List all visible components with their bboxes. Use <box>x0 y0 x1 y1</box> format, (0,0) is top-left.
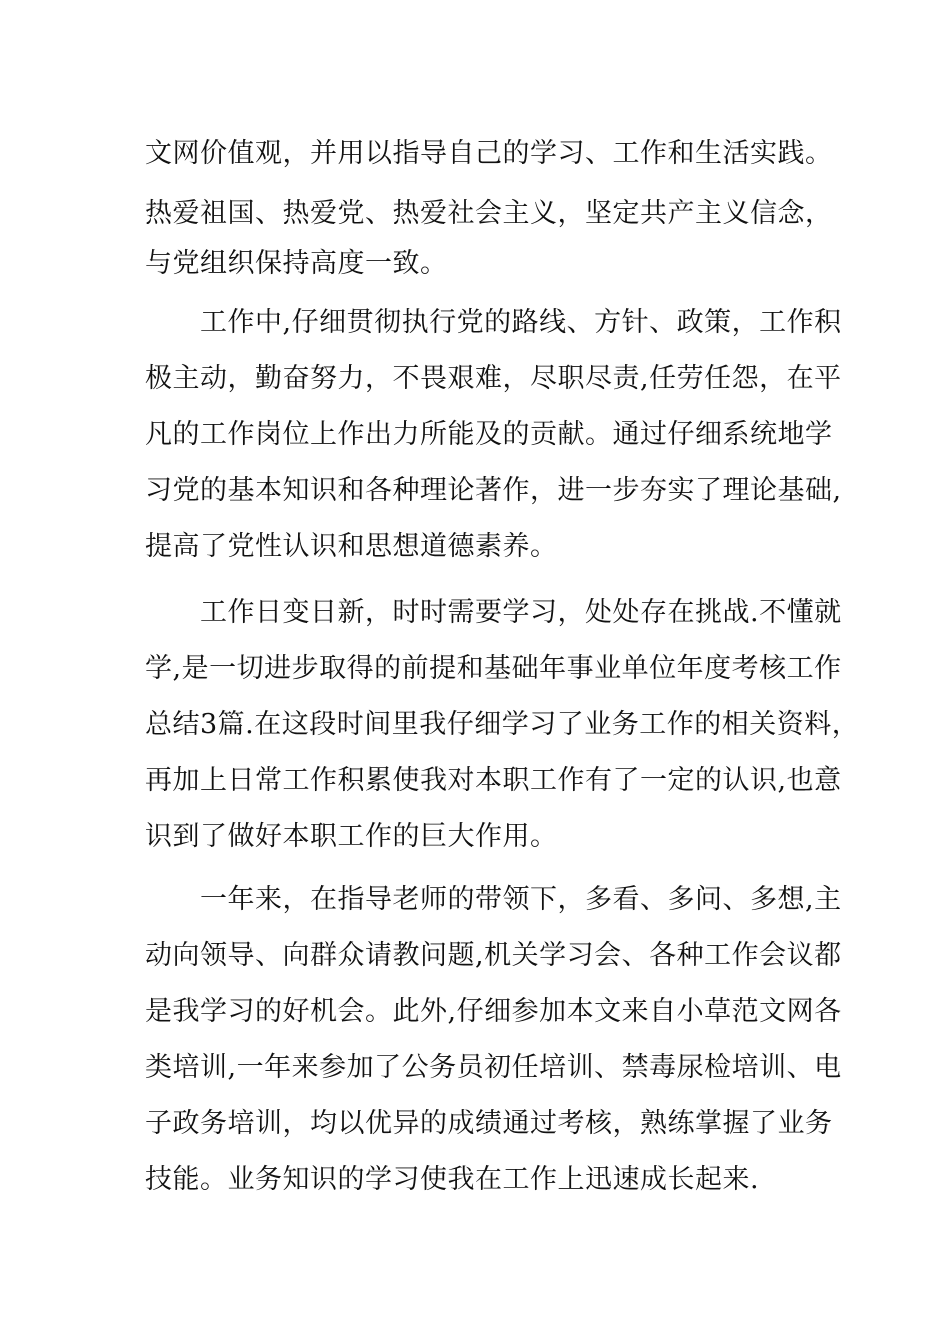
text-line: 技能。业务知识的学习使我在工作上迅速成长起来. <box>145 1164 760 1195</box>
text-line: 提高了党性认识和思想道德素养。 <box>145 531 558 562</box>
text-line: 热爱祖国、热爱党、热爱社会主义，坚定共产主义信念， <box>145 198 833 229</box>
text-line: 识到了做好本职工作的巨大作用。 <box>145 821 558 852</box>
text-line: 学,是一切进步取得的前提和基础年事业单位年度考核工作 <box>145 653 842 684</box>
text-line: 类培训,一年来参加了公务员初任培训、禁毒尿检培训、电 <box>145 1052 842 1083</box>
text-line: 凡的工作岗位上作出力所能及的贡献。通过仔细系统地学 <box>145 419 833 450</box>
text-line: 总结3篇.在这段时间里我仔细学习了业务工作的相关资料， <box>145 709 860 740</box>
text-line: 子政务培训，均以优异的成绩通过考核，熟练掌握了业务 <box>145 1108 833 1139</box>
text-line: 极主动，勤奋努力，不畏艰难，尽职尽责,任劳任怨，在平 <box>145 363 842 394</box>
text-line: 再加上日常工作积累使我对本职工作有了一定的认识,也意 <box>145 765 842 796</box>
text-line: 与党组织保持高度一致。 <box>145 248 448 279</box>
text-line: 一年来，在指导老师的带领下，多看、多问、多想,主 <box>145 884 842 915</box>
text-line: 工作日变日新，时时需要学习，处处存在挑战.不懂就 <box>145 597 842 628</box>
text-line: 动向领导、向群众请教问题,机关学习会、各种工作会议都 <box>145 940 842 971</box>
text-line: 习党的基本知识和各种理论著作，进一步夯实了理论基础, <box>145 475 842 506</box>
text-line: 是我学习的好机会。此外,仔细参加本文来自小草范文网各 <box>145 996 842 1027</box>
text-line: 工作中,仔细贯彻执行党的路线、方针、政策，工作积 <box>145 307 842 338</box>
text-line: 文网价值观，并用以指导自己的学习、工作和生活实践。 <box>145 138 833 169</box>
